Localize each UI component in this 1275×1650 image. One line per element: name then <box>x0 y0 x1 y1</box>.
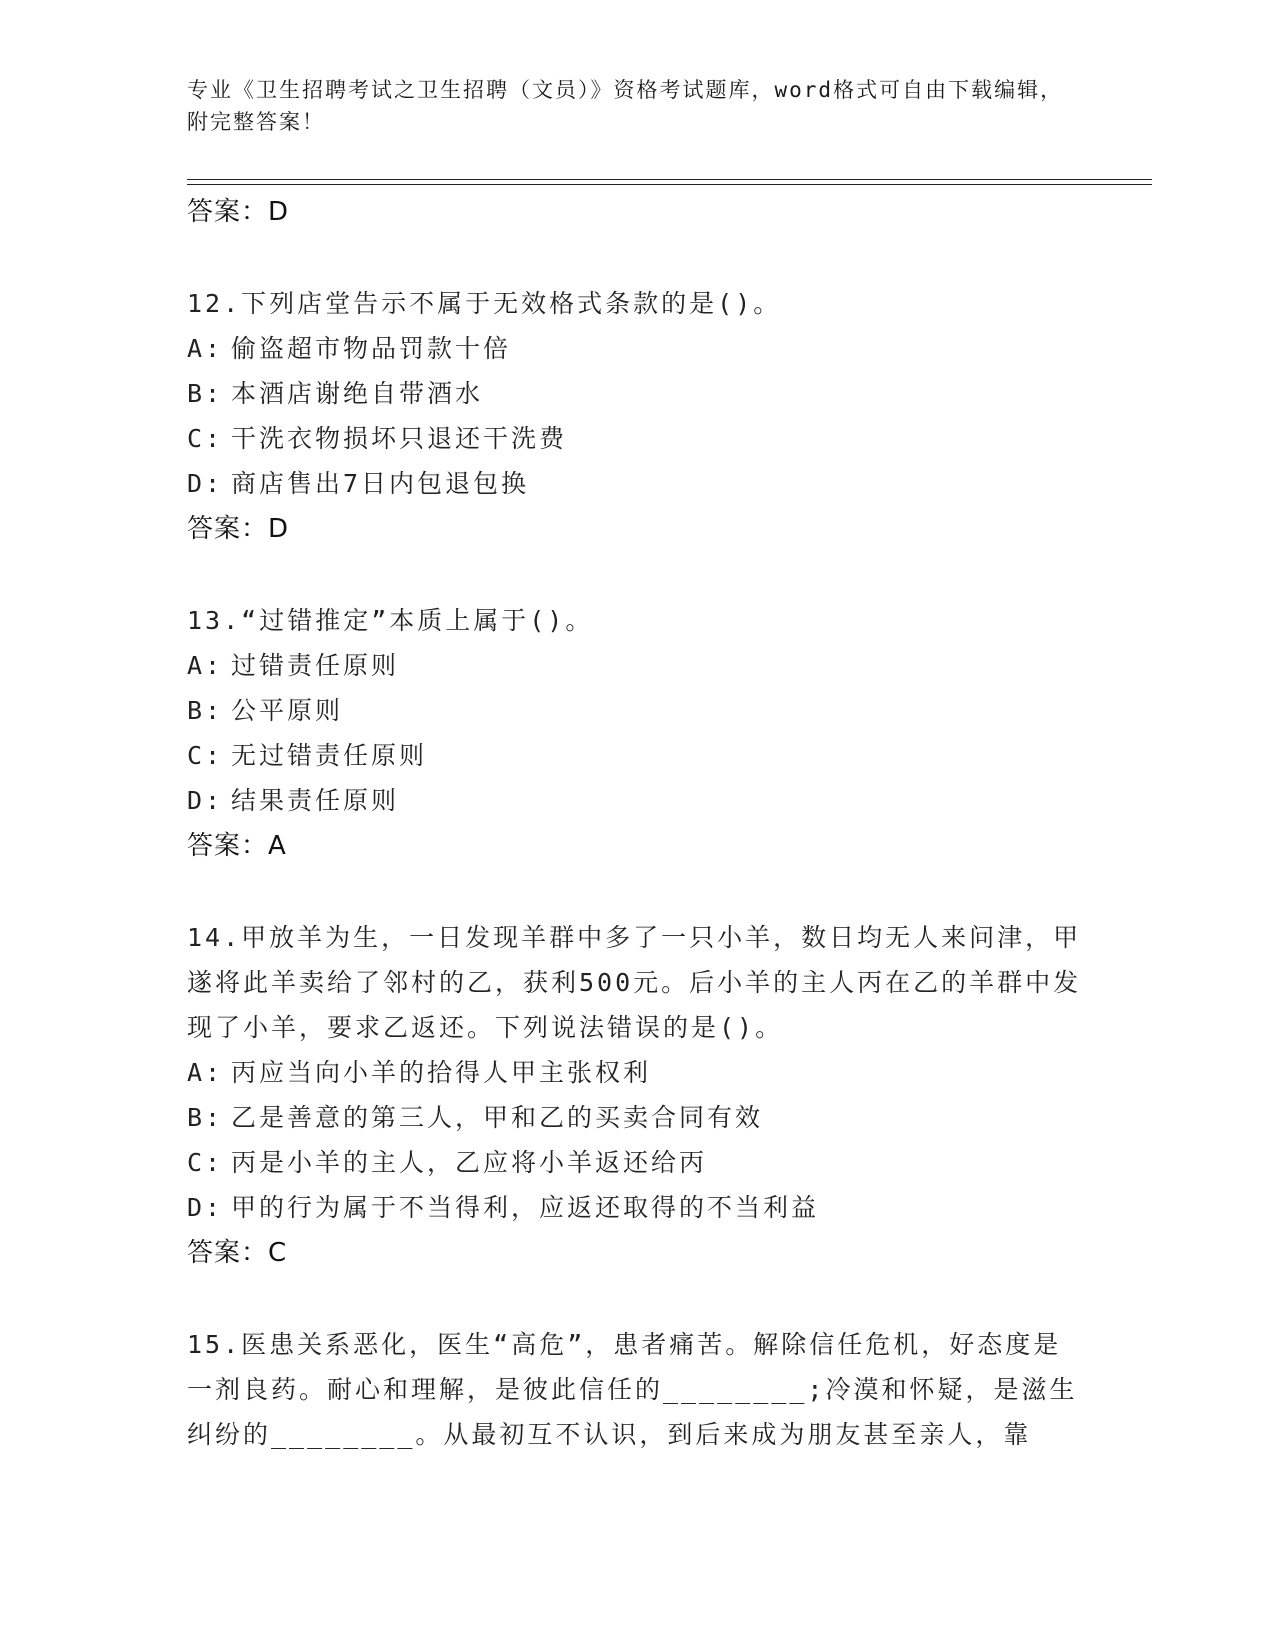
option-text: 偷盗超市物品罚款十倍 <box>231 334 512 363</box>
option-letter: A: <box>187 651 224 680</box>
question-14 <box>187 915 1087 1276</box>
header-rule-top <box>187 179 1152 180</box>
option-letter: C: <box>187 1148 224 1177</box>
option-text: 丙应当向小羊的拾得人甲主张权利 <box>231 1058 652 1087</box>
option-c <box>187 733 1087 778</box>
option-letter: A: <box>187 1058 224 1087</box>
header-rule-bottom <box>187 184 1152 185</box>
question-list <box>187 189 1087 1457</box>
question-stem: 12.下列店堂告示不属于无效格式条款的是()。 <box>187 289 782 318</box>
answer-line: 答案：C <box>187 1238 288 1268</box>
option-c <box>187 1140 1087 1185</box>
option-a <box>187 326 1087 371</box>
option-text: 结果责任原则 <box>231 786 400 815</box>
option-text: 商店售出7日内包退包换 <box>231 469 530 498</box>
option-text: 过错责任原则 <box>231 651 400 680</box>
option-a <box>187 643 1087 688</box>
option-d <box>187 461 1087 506</box>
option-c <box>187 416 1087 461</box>
question-15 <box>187 1322 1087 1457</box>
option-text: 丙是小羊的主人，乙应将小羊返还给丙 <box>231 1148 708 1177</box>
question-13 <box>187 598 1087 869</box>
answer-line: 答案：D <box>187 514 290 544</box>
question-stem: 15.医患关系恶化，医生“高危”，患者痛苦。解除信任危机，好态度是一剂良药。耐心和理解，是彼此信任的________;冷漠和怀疑，是滋生纠纷的________。从最初互不认识，到后来成为朋友甚至亲人，靠 <box>187 1330 1078 1449</box>
option-letter: C: <box>187 424 224 453</box>
answer-line: 答案：A <box>187 831 287 861</box>
question-12 <box>187 281 1087 552</box>
option-text: 干洗衣物损坏只退还干洗费 <box>231 424 568 453</box>
option-b <box>187 371 1087 416</box>
option-letter: D: <box>187 1193 224 1222</box>
option-letter: C: <box>187 741 224 770</box>
answer-line: 答案：D <box>187 197 290 227</box>
option-text: 公平原则 <box>231 696 344 725</box>
question-stem: 13.“过错推定”本质上属于()。 <box>187 606 594 635</box>
option-a <box>187 1050 1087 1095</box>
option-letter: B: <box>187 379 224 408</box>
option-letter: B: <box>187 696 224 725</box>
option-text: 乙是善意的第三人，甲和乙的买卖合同有效 <box>231 1103 764 1132</box>
option-text: 甲的行为属于不当得利，应返还取得的不当利益 <box>231 1193 820 1222</box>
option-d <box>187 778 1087 823</box>
option-b <box>187 1095 1087 1140</box>
option-letter: B: <box>187 1103 224 1132</box>
option-letter: D: <box>187 786 224 815</box>
question-stem: 14.甲放羊为生，一日发现羊群中多了一只小羊，数日均无人来问津，甲遂将此羊卖给了邻村的乙，获利500元。后小羊的主人丙在乙的羊群中发现了小羊，要求乙返还。下列说法错误的是()。 <box>187 923 1082 1042</box>
option-d <box>187 1185 1087 1230</box>
option-letter: A: <box>187 334 224 363</box>
option-letter: D: <box>187 469 224 498</box>
document-header: 专业《卫生招聘考试之卫生招聘（文员）》资格考试题库，word格式可自由下载编辑，附完整答案！ <box>187 78 1064 134</box>
option-text: 本酒店谢绝自带酒水 <box>231 379 484 408</box>
option-b <box>187 688 1087 733</box>
option-text: 无过错责任原则 <box>231 741 428 770</box>
